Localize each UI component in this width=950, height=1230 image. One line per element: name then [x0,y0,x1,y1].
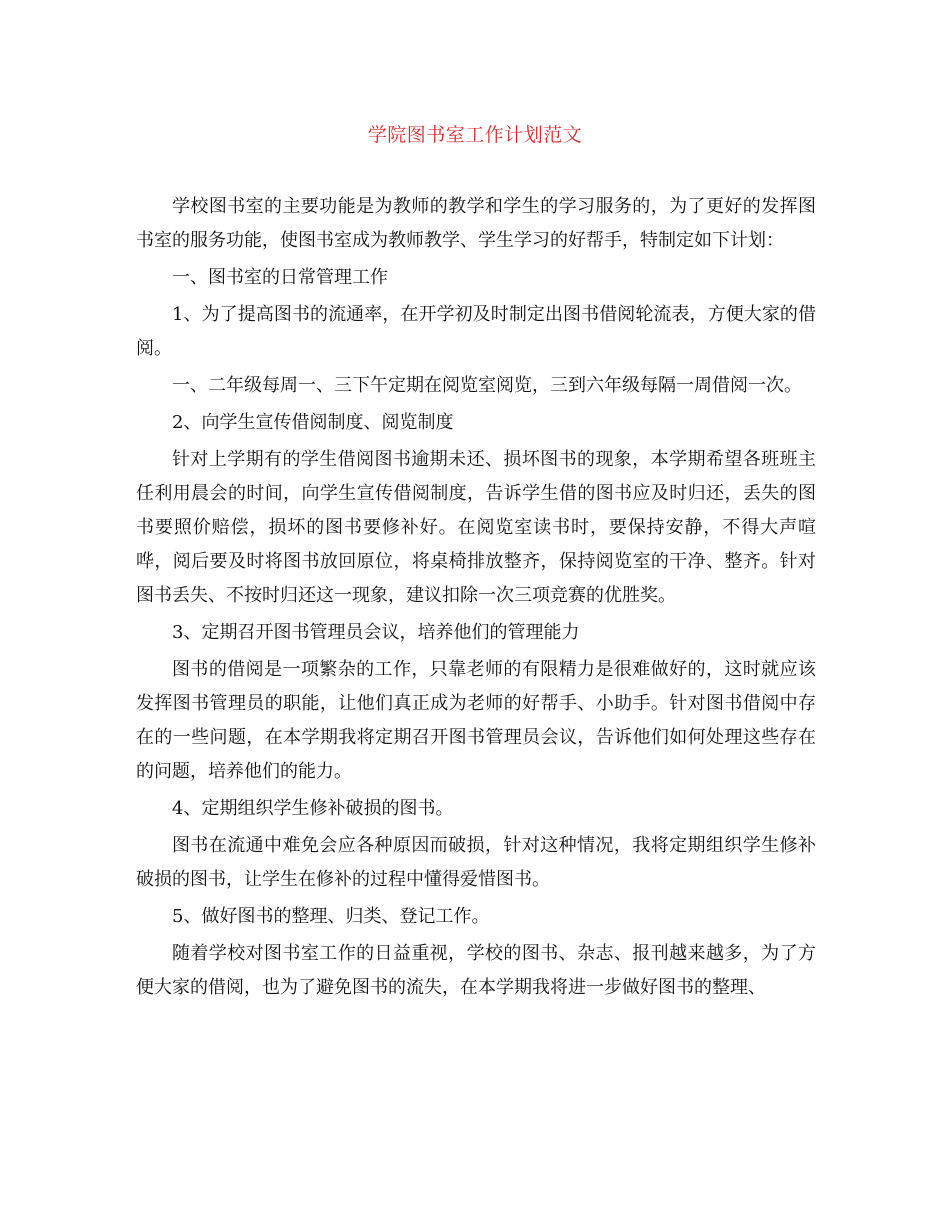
item-5-detail: 随着学校对图书室工作的日益重视，学校的图书、杂志、报刊越来越多，为了方便大家的借阅，也为了避免图书的流失，在本学期我将进一步做好图书的整理、 [136,943,816,998]
document-title: 学院图书室工作计划范文 [367,124,583,146]
item-4-detail: 图书在流通中难免会应各种原因而破损，针对这种情况，我将定期组织学生修补破损的图书，让学生在修补的过程中懂得爱惜图书。 [136,835,816,890]
item-5-heading: 5、做好图书的整理、归类、登记工作。 [172,906,490,927]
item-1-heading: 1、为了提高图书的流通率，在开学初及时制定出图书借阅轮流表，方便大家的借阅。 [136,304,816,359]
section-heading-daily-management: 一、图书室的日常管理工作 [172,267,388,288]
item-1-detail: 一、二年级每周一、三下午定期在阅览室阅览，三到六年级每隔一周借阅一次。 [172,375,802,396]
item-3-detail: 图书的借阅是一项繁杂的工作，只靠老师的有限精力是很难做好的，这时就应该发挥图书管理员的职能，让他们真正成为老师的好帮手、小助手。针对图书借阅中存在的一些问题，在本学期我将定期召开图书管理员会议，告诉他们如何处理这些存在的问题，培养他们的能力。 [136,659,816,782]
item-3-heading: 3、定期召开图书管理员会议，培养他们的管理能力 [172,622,580,643]
document-body [136,190,816,1008]
item-2-detail: 针对上学期有的学生借阅图书逾期未还、损坏图书的现象，本学期希望各班班主任利用晨会的时间，向学生宣传借阅制度，告诉学生借的图书应及时归还，丢失的图书要照价赔偿，损坏的图书要修补好。在阅览室读书时，要保持安静，不得大声喧哗，阅后要及时将图书放回原位，将桌椅排放整齐，保持阅览室的干净、整齐。针对图书丢失、不按时归还这一现象，建议扣除一次三项竞赛的优胜奖。 [136,449,816,606]
item-4-heading: 4、定期组织学生修补破损的图书。 [172,798,454,819]
item-2-heading: 2、向学生宣传借阅制度、阅览制度 [172,412,454,433]
paragraph-intro: 学校图书室的主要功能是为教师的教学和学生的学习服务的，为了更好的发挥图书室的服务功能，使图书室成为教师教学、学生学习的好帮手，特制定如下计划： [136,196,816,251]
